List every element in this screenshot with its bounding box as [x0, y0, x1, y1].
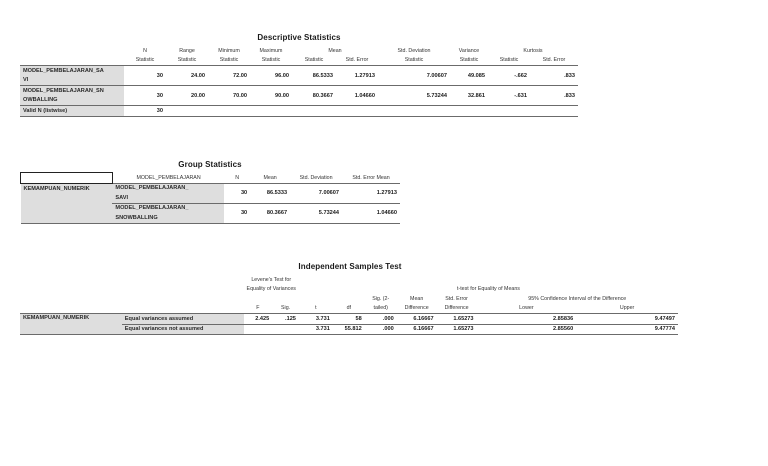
variable-label: KEMAMPUAN_NUMERIK — [21, 183, 113, 223]
cell: 1.27913 — [354, 72, 375, 79]
col-header: Maximum — [259, 47, 283, 54]
cell: 32.861 — [467, 92, 485, 99]
col-header: Std. Deviation — [299, 174, 333, 181]
cell — [244, 324, 273, 335]
col-header: Sig. — [281, 305, 291, 312]
cell: 96.00 — [275, 72, 289, 79]
cell: 3.731 — [315, 315, 330, 322]
sub-header: Statistic — [135, 57, 155, 64]
col-header: tailed) — [373, 305, 388, 312]
cell: 86.5333 — [266, 190, 288, 196]
cell: 1.65273 — [453, 315, 474, 322]
table-row — [21, 183, 401, 193]
table-row — [20, 86, 578, 96]
valid-n-row — [20, 106, 578, 117]
sub-header: Statistic — [404, 57, 424, 64]
col-header: Difference — [444, 305, 469, 312]
col-header: Sig. (2- — [372, 295, 390, 302]
row-label-cont: OWBALLING — [20, 96, 124, 106]
col-header: Std. Error Mean — [352, 174, 390, 181]
row-label-cont: VI — [20, 76, 124, 86]
col-header: Difference — [404, 305, 429, 312]
col-header: Mean — [328, 47, 342, 54]
descriptive-header-row-1 — [20, 46, 578, 56]
row-label: MODEL_PEMBELAJARAN_ — [112, 203, 224, 213]
table-row — [20, 66, 578, 76]
ci-header: 95% Confidence Interval of the Difference — [528, 295, 627, 302]
cell: 30 — [240, 190, 248, 196]
row-label: Valid N (listwise) — [20, 106, 124, 117]
cell: 30 — [156, 107, 163, 114]
group-statistics-table — [20, 172, 400, 224]
indep-header-row-2 — [20, 285, 678, 295]
row-label: Equal variances assumed — [122, 314, 244, 325]
group-title: Group Statistics — [178, 160, 242, 169]
sub-header: Statistic — [261, 57, 281, 64]
descriptive-statistics-table — [20, 46, 578, 117]
indep-header-row-1 — [20, 275, 678, 285]
cell: 30 — [156, 72, 163, 79]
cell: 86.5333 — [312, 72, 333, 79]
cell: 7.00607 — [318, 190, 340, 196]
cell: 30 — [156, 92, 163, 99]
col-header: df — [346, 305, 351, 312]
cell: 20.00 — [191, 92, 205, 99]
independent-samples-table — [20, 275, 678, 335]
col-header: Variance — [458, 47, 480, 54]
col-header: N — [143, 47, 147, 54]
levene-header: Levene's Test for — [251, 276, 292, 283]
cell: 80.3667 — [266, 210, 288, 216]
cell: 5.73244 — [318, 210, 340, 216]
cell: 24.00 — [191, 72, 205, 79]
col-header: t — [315, 305, 317, 312]
cell: 2.85560 — [553, 326, 574, 333]
cell: 1.27913 — [376, 190, 397, 196]
cell: 70.00 — [233, 92, 247, 99]
row-label: Equal variances not assumed — [122, 324, 244, 335]
sub-header: Statistic — [499, 57, 519, 64]
variable-label: KEMAMPUAN_NUMERIK — [20, 314, 122, 335]
col-header: N — [235, 174, 240, 181]
sub-header: Statistic — [177, 57, 197, 64]
row-label: MODEL_PEMBELAJARAN_ — [112, 183, 224, 193]
corner-cell — [21, 173, 113, 184]
cell: 2.425 — [255, 315, 270, 322]
col-header: MODEL_PEMBELAJARAN — [136, 174, 201, 181]
cell: -.662 — [514, 72, 527, 79]
indep-header-row-3 — [20, 294, 678, 304]
row-label-cont: SAVI — [112, 193, 224, 203]
cell: 72.00 — [233, 72, 247, 79]
cell: .833 — [564, 92, 575, 99]
col-header: Std. Deviation — [397, 47, 431, 54]
cell: 1.65273 — [453, 326, 474, 333]
col-header: Std. Error — [445, 295, 468, 302]
cell: 7.00607 — [426, 72, 447, 79]
cell: 1.04660 — [354, 92, 375, 99]
cell: 6.16667 — [413, 326, 434, 333]
row-label-cont: SNOWBALLING — [112, 213, 224, 223]
cell: 58 — [355, 315, 362, 322]
sub-header: Statistic — [459, 57, 479, 64]
table-row — [20, 314, 678, 325]
cell: 55.812 — [344, 326, 362, 333]
col-header: Minimum — [218, 47, 240, 54]
cell: 49.085 — [467, 72, 485, 79]
cell: 30 — [240, 210, 248, 216]
col-header: F — [256, 305, 260, 312]
sub-header: Std. Error — [345, 57, 369, 64]
cell: 9.47774 — [654, 326, 675, 333]
indep-header-row-4 — [20, 304, 678, 314]
cell: 6.16667 — [413, 315, 434, 322]
row-label: MODEL_PEMBELAJARAN_SN — [20, 86, 124, 96]
sub-header: Std. Error — [542, 57, 566, 64]
levene-header-cont: Equality of Variances — [246, 286, 296, 293]
cell: .000 — [382, 315, 394, 322]
col-header: Upper — [619, 305, 635, 312]
group-header-row — [21, 173, 401, 184]
sub-header: Statistic — [219, 57, 239, 64]
cell — [272, 324, 299, 335]
cell: 2.85836 — [553, 315, 574, 322]
col-header: Range — [179, 47, 195, 54]
col-header: Mean — [263, 174, 277, 181]
ttest-header: t-test for Equality of Means — [456, 286, 520, 293]
cell: -.631 — [514, 92, 527, 99]
row-label: MODEL_PEMBELAJARAN_SA — [20, 66, 124, 76]
cell: 3.731 — [315, 326, 330, 333]
cell: .833 — [564, 72, 575, 79]
cell: .125 — [285, 315, 296, 322]
descriptive-title: Descriptive Statistics — [257, 33, 341, 42]
cell: 9.47497 — [654, 315, 675, 322]
descriptive-header-row-2 — [20, 56, 578, 66]
cell: 5.73244 — [426, 92, 447, 99]
independent-title: Independent Samples Test — [298, 262, 402, 271]
col-header: Kurtosis — [523, 47, 543, 54]
col-header: Mean — [410, 295, 424, 302]
col-header: Lower — [519, 305, 534, 312]
cell: .000 — [382, 326, 394, 333]
sub-header: Statistic — [304, 57, 324, 64]
cell: 90.00 — [275, 92, 289, 99]
cell: 1.04660 — [376, 210, 397, 216]
cell: 80.3667 — [312, 92, 333, 99]
